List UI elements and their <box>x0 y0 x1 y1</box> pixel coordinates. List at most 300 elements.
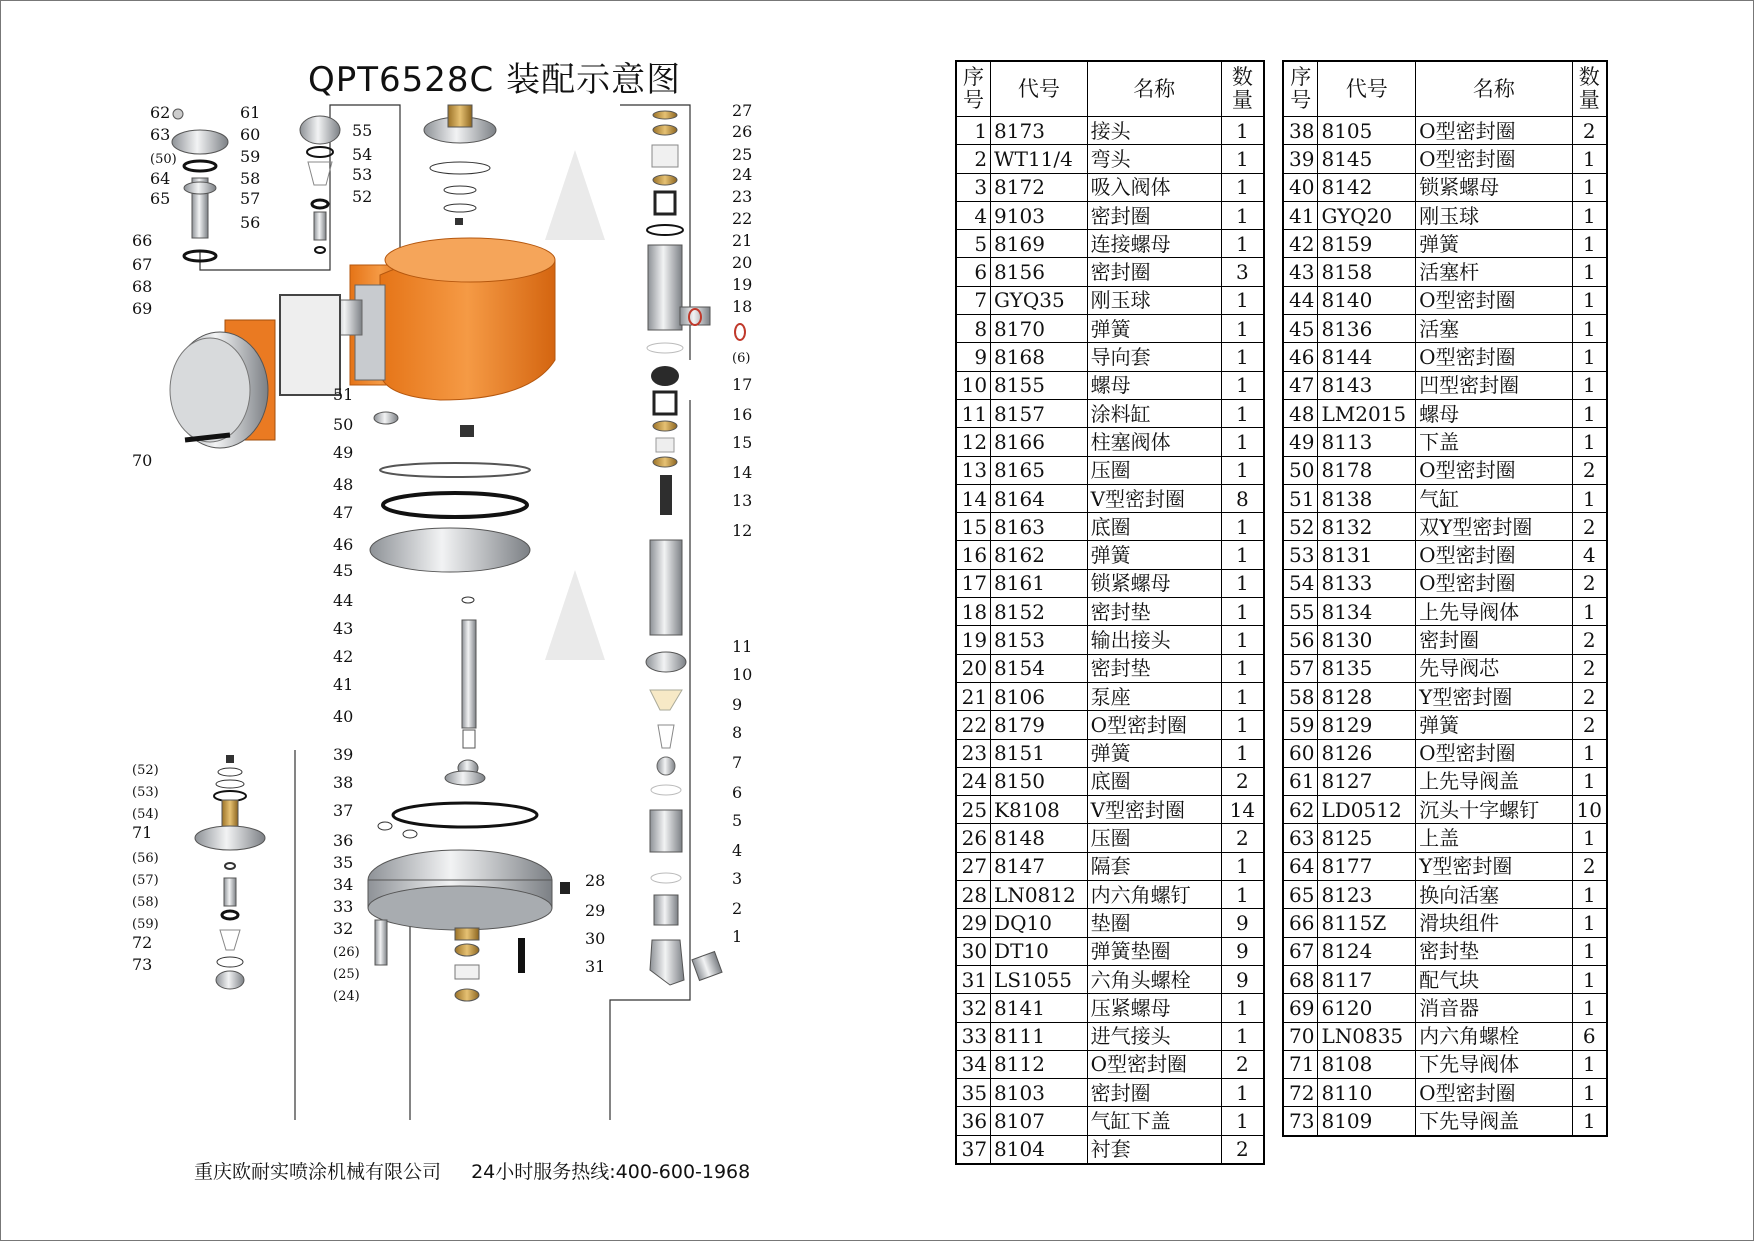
part-name: 底圈 <box>1087 513 1221 541</box>
fluid-pump-column <box>646 111 745 985</box>
table-row <box>956 343 1264 371</box>
part-code: 8126 <box>1318 739 1416 767</box>
part-quantity: 1 <box>1221 230 1264 258</box>
col-header-qty: 数 量 <box>1221 61 1264 117</box>
callout-label: 69 <box>132 299 153 318</box>
part-quantity: 1 <box>1221 371 1264 399</box>
part-name: 气缸 <box>1416 484 1572 512</box>
callout-label: 9 <box>732 695 743 714</box>
callout-label: 60 <box>240 125 261 144</box>
table-row <box>956 965 1264 993</box>
part-number: 23 <box>956 739 991 767</box>
part-number: 57 <box>1283 654 1318 682</box>
part-quantity: 1 <box>1221 852 1264 880</box>
callout-label: 11 <box>732 637 753 656</box>
part-name: 压紧螺母 <box>1087 994 1221 1022</box>
part-name: 上盖 <box>1416 824 1572 852</box>
callout-label: 14 <box>732 463 753 482</box>
part-code: 8123 <box>1318 881 1416 909</box>
part-quantity: 2 <box>1572 626 1607 654</box>
table-row <box>956 739 1264 767</box>
part-quantity: 1 <box>1572 201 1607 229</box>
part-number: 66 <box>1283 909 1318 937</box>
part-quantity: 1 <box>1572 824 1607 852</box>
part-code: 8111 <box>991 1022 1088 1050</box>
part-quantity: 1 <box>1572 173 1607 201</box>
part-quantity: 2 <box>1572 682 1607 710</box>
part-name: 内六角螺栓 <box>1416 1022 1572 1050</box>
part-number: 38 <box>1283 117 1318 145</box>
callout-label: 10 <box>732 665 753 684</box>
part-quantity: 2 <box>1572 711 1607 739</box>
part-code: 8112 <box>991 1050 1088 1078</box>
part-name: 弹簧 <box>1087 739 1221 767</box>
table-row <box>956 682 1264 710</box>
callout-label: 19 <box>732 275 753 294</box>
part-name: 密封垫 <box>1416 937 1572 965</box>
table-row <box>1283 541 1607 569</box>
part-number: 64 <box>1283 852 1318 880</box>
part-number: 4 <box>956 201 991 229</box>
part-number: 40 <box>1283 173 1318 201</box>
part-name: 输出接头 <box>1087 626 1221 654</box>
part-code: 8168 <box>991 343 1088 371</box>
part-code: 8108 <box>1318 1050 1416 1078</box>
part-name: 上先导阀盖 <box>1416 767 1572 795</box>
part-number: 61 <box>1283 767 1318 795</box>
part-code: 8157 <box>991 399 1088 427</box>
part-number: 43 <box>1283 258 1318 286</box>
table-row <box>956 230 1264 258</box>
part-code: 8125 <box>1318 824 1416 852</box>
part-quantity: 1 <box>1221 654 1264 682</box>
part-name: 配气块 <box>1416 965 1572 993</box>
part-code: 8106 <box>991 682 1088 710</box>
part-code: 8143 <box>1318 371 1416 399</box>
part-number: 30 <box>956 937 991 965</box>
part-number: 59 <box>1283 711 1318 739</box>
part-number: 22 <box>956 711 991 739</box>
callout-label: (52) <box>132 763 159 778</box>
part-quantity: 10 <box>1572 796 1607 824</box>
part-code: 8177 <box>1318 852 1416 880</box>
part-name: 弹簧 <box>1087 541 1221 569</box>
part-number: 56 <box>1283 626 1318 654</box>
parts-table-right <box>1282 60 1608 1137</box>
table-row <box>956 456 1264 484</box>
table-row <box>1283 654 1607 682</box>
part-name: O型密封圈 <box>1087 711 1221 739</box>
part-quantity: 1 <box>1221 315 1264 343</box>
cylinder-lower-cover <box>368 850 570 1001</box>
part-name: 密封垫 <box>1087 654 1221 682</box>
part-name: 弹簧 <box>1416 711 1572 739</box>
part-name: 螺母 <box>1416 399 1572 427</box>
part-number: 2 <box>956 145 991 173</box>
callout-label: 48 <box>333 475 354 494</box>
part-quantity: 1 <box>1221 881 1264 909</box>
part-code: 8142 <box>1318 173 1416 201</box>
part-quantity: 1 <box>1572 230 1607 258</box>
part-quantity: 1 <box>1572 399 1607 427</box>
part-code: 8104 <box>991 1135 1088 1164</box>
table-row <box>1283 569 1607 597</box>
part-number: 69 <box>1283 994 1318 1022</box>
part-code: 8124 <box>1318 937 1416 965</box>
table-row <box>1283 456 1607 484</box>
part-number: 13 <box>956 456 991 484</box>
lower-pilot-valve <box>195 755 265 989</box>
table-row <box>956 1050 1264 1078</box>
piston-stack <box>370 412 537 838</box>
part-code: LD0512 <box>1318 796 1416 824</box>
table-row <box>956 654 1264 682</box>
part-name: 螺母 <box>1087 371 1221 399</box>
part-code: 8115Z <box>1318 909 1416 937</box>
table-row <box>1283 484 1607 512</box>
part-name: 活塞 <box>1416 315 1572 343</box>
callout-label: (57) <box>132 873 159 888</box>
footer <box>194 1157 750 1184</box>
part-name: 气缸下盖 <box>1087 1107 1221 1135</box>
part-number: 20 <box>956 654 991 682</box>
part-quantity: 6 <box>1572 1022 1607 1050</box>
table-row <box>1283 852 1607 880</box>
part-quantity: 14 <box>1221 796 1264 824</box>
part-number: 53 <box>1283 541 1318 569</box>
table-row <box>1283 682 1607 710</box>
part-number: 48 <box>1283 399 1318 427</box>
part-name: 进气接头 <box>1087 1022 1221 1050</box>
part-code: 8127 <box>1318 767 1416 795</box>
part-number: 72 <box>1283 1079 1318 1107</box>
part-quantity: 1 <box>1221 1079 1264 1107</box>
part-number: 27 <box>956 852 991 880</box>
table-row <box>956 117 1264 145</box>
part-code: 8172 <box>991 173 1088 201</box>
part-name: 密封垫 <box>1087 598 1221 626</box>
part-name: O型密封圈 <box>1416 569 1572 597</box>
table-row <box>1283 626 1607 654</box>
callout-label: 20 <box>732 253 753 272</box>
callout-label: 49 <box>333 443 354 462</box>
part-code: 8110 <box>1318 1079 1416 1107</box>
part-quantity: 2 <box>1221 1050 1264 1078</box>
part-code: 8150 <box>991 767 1088 795</box>
callout-label: 41 <box>333 675 354 694</box>
callout-label: 64 <box>150 169 171 188</box>
callout-label: 2 <box>732 899 743 918</box>
part-name: 接头 <box>1087 117 1221 145</box>
part-number: 63 <box>1283 824 1318 852</box>
part-number: 47 <box>1283 371 1318 399</box>
callout-label: (50) <box>150 152 177 167</box>
part-code: DQ10 <box>991 909 1088 937</box>
part-code: 8134 <box>1318 598 1416 626</box>
part-name: O型密封圈 <box>1416 456 1572 484</box>
callout-label: 59 <box>240 147 261 166</box>
part-number: 34 <box>956 1050 991 1078</box>
part-quantity: 1 <box>1221 711 1264 739</box>
callout-label: 70 <box>132 451 153 470</box>
table-row <box>1283 937 1607 965</box>
part-quantity: 1 <box>1221 201 1264 229</box>
part-name: 沉头十字螺钉 <box>1416 796 1572 824</box>
callout-label: (59) <box>132 917 159 932</box>
callout-label: 3 <box>732 869 743 888</box>
part-name: O型密封圈 <box>1416 145 1572 173</box>
part-name: 弹簧垫圈 <box>1087 937 1221 965</box>
part-code: 8145 <box>1318 145 1416 173</box>
part-number: 67 <box>1283 937 1318 965</box>
part-quantity: 1 <box>1572 909 1607 937</box>
part-name: 活塞杆 <box>1416 258 1572 286</box>
table-row <box>956 484 1264 512</box>
table-row <box>1283 909 1607 937</box>
callout-label: 5 <box>732 811 743 830</box>
part-quantity: 1 <box>1221 598 1264 626</box>
callout-label: 16 <box>732 405 753 424</box>
part-name: 锁紧螺母 <box>1087 569 1221 597</box>
part-quantity: 8 <box>1221 484 1264 512</box>
part-code: 8151 <box>991 739 1088 767</box>
table-row <box>1283 881 1607 909</box>
part-quantity: 2 <box>1572 852 1607 880</box>
part-name: 连接螺母 <box>1087 230 1221 258</box>
table-row <box>956 881 1264 909</box>
watermark <box>545 150 605 660</box>
table-row <box>1283 286 1607 314</box>
part-code: 8170 <box>991 315 1088 343</box>
callout-label: 30 <box>585 929 606 948</box>
part-code: DT10 <box>991 937 1088 965</box>
part-code: 8117 <box>1318 965 1416 993</box>
part-number: 70 <box>1283 1022 1318 1050</box>
part-number: 33 <box>956 1022 991 1050</box>
table-row <box>956 796 1264 824</box>
table-row <box>956 994 1264 1022</box>
part-quantity: 1 <box>1221 994 1264 1022</box>
part-quantity: 4 <box>1572 541 1607 569</box>
part-number: 42 <box>1283 230 1318 258</box>
table-row <box>956 315 1264 343</box>
table-row <box>956 541 1264 569</box>
part-code: 8141 <box>991 994 1088 1022</box>
table-row <box>956 173 1264 201</box>
part-name: 导向套 <box>1087 343 1221 371</box>
part-number: 44 <box>1283 286 1318 314</box>
part-name: O型密封圈 <box>1416 541 1572 569</box>
part-code: 8166 <box>991 428 1088 456</box>
part-quantity: 9 <box>1221 965 1264 993</box>
parts-table-left <box>955 60 1265 1165</box>
part-number: 58 <box>1283 682 1318 710</box>
part-quantity: 1 <box>1572 315 1607 343</box>
part-quantity: 1 <box>1221 173 1264 201</box>
table-row <box>1283 428 1607 456</box>
callout-label: 34 <box>333 875 354 894</box>
part-name: 泵座 <box>1087 682 1221 710</box>
part-quantity: 2 <box>1572 117 1607 145</box>
part-name: 内六角螺钉 <box>1087 881 1221 909</box>
col-header-code: 代号 <box>1318 61 1416 117</box>
part-quantity: 2 <box>1221 1135 1264 1164</box>
part-name: Y型密封圈 <box>1416 852 1572 880</box>
callout-label: 42 <box>333 647 354 666</box>
callout-label: 40 <box>333 707 354 726</box>
part-name: 底圈 <box>1087 767 1221 795</box>
callout-label: 47 <box>333 503 354 522</box>
table-row <box>956 1135 1264 1164</box>
part-quantity: 1 <box>1221 569 1264 597</box>
table-row <box>1283 598 1607 626</box>
callout-label: (53) <box>132 785 159 800</box>
part-name: 双Y型密封圈 <box>1416 513 1572 541</box>
callout-label: (58) <box>132 895 159 910</box>
part-code: 8179 <box>991 711 1088 739</box>
part-quantity: 1 <box>1572 428 1607 456</box>
part-quantity: 1 <box>1572 286 1607 314</box>
part-code: 8133 <box>1318 569 1416 597</box>
part-name: 换向活塞 <box>1416 881 1572 909</box>
part-quantity: 1 <box>1572 881 1607 909</box>
table-row <box>1283 796 1607 824</box>
part-code: 8164 <box>991 484 1088 512</box>
part-name: 先导阀芯 <box>1416 654 1572 682</box>
table-row <box>1283 315 1607 343</box>
part-name: 密封圈 <box>1416 626 1572 654</box>
part-code: 8173 <box>991 117 1088 145</box>
part-code: 8154 <box>991 654 1088 682</box>
callout-label: 31 <box>585 957 606 976</box>
part-number: 50 <box>1283 456 1318 484</box>
callout-label: 29 <box>585 901 606 920</box>
part-number: 19 <box>956 626 991 654</box>
part-code: 8162 <box>991 541 1088 569</box>
part-number: 73 <box>1283 1107 1318 1136</box>
callout-label: 27 <box>732 101 753 120</box>
page-title: QPT6528C 装配示意图 <box>308 60 682 100</box>
table-row <box>1283 1107 1607 1136</box>
part-name: 弹簧 <box>1416 230 1572 258</box>
part-number: 7 <box>956 286 991 314</box>
callout-label: 54 <box>352 145 373 164</box>
part-code: 8103 <box>991 1079 1088 1107</box>
table-row <box>956 513 1264 541</box>
part-number: 8 <box>956 315 991 343</box>
part-quantity: 1 <box>1572 484 1607 512</box>
table-row <box>1283 399 1607 427</box>
table-row <box>956 1079 1264 1107</box>
callout-label: 67 <box>132 255 153 274</box>
table-row <box>1283 258 1607 286</box>
callout-label: 68 <box>132 277 153 296</box>
callout-label: (24) <box>333 989 360 1004</box>
part-name: 六角头螺栓 <box>1087 965 1221 993</box>
part-quantity: 1 <box>1572 1050 1607 1078</box>
part-number: 46 <box>1283 343 1318 371</box>
part-code: 8131 <box>1318 541 1416 569</box>
part-code: 8107 <box>991 1107 1088 1135</box>
table-row <box>956 145 1264 173</box>
part-number: 62 <box>1283 796 1318 824</box>
callout-label: (26) <box>333 945 360 960</box>
table-row <box>1283 343 1607 371</box>
table-row <box>956 909 1264 937</box>
part-number: 54 <box>1283 569 1318 597</box>
callout-label: 43 <box>333 619 354 638</box>
table-row <box>956 569 1264 597</box>
part-name: 弹簧 <box>1087 315 1221 343</box>
part-number: 3 <box>956 173 991 201</box>
callout-label: 66 <box>132 231 153 250</box>
part-number: 49 <box>1283 428 1318 456</box>
part-name: 密封圈 <box>1087 201 1221 229</box>
callout-label: 28 <box>585 871 606 890</box>
col-header-name: 名称 <box>1416 61 1572 117</box>
part-number: 15 <box>956 513 991 541</box>
part-number: 35 <box>956 1079 991 1107</box>
part-quantity: 1 <box>1221 428 1264 456</box>
callout-label: 62 <box>150 103 171 122</box>
callout-label: 53 <box>352 165 373 184</box>
callout-label: 63 <box>150 125 171 144</box>
callout-label: 50 <box>333 415 354 434</box>
part-code: 8135 <box>1318 654 1416 682</box>
part-name: 涂料缸 <box>1087 399 1221 427</box>
part-quantity: 2 <box>1221 824 1264 852</box>
part-code: LS1055 <box>991 965 1088 993</box>
part-name: 柱塞阀体 <box>1087 428 1221 456</box>
part-name: O型密封圈 <box>1416 1079 1572 1107</box>
table-row <box>1283 371 1607 399</box>
part-name: 锁紧螺母 <box>1416 173 1572 201</box>
part-name: 滑块组件 <box>1416 909 1572 937</box>
part-code: 9103 <box>991 201 1088 229</box>
table-row <box>1283 767 1607 795</box>
callout-label: 52 <box>352 187 373 206</box>
callout-label: 72 <box>132 933 153 952</box>
table-row <box>956 767 1264 795</box>
table-row <box>956 598 1264 626</box>
callout-label: 58 <box>240 169 261 188</box>
callout-label: 22 <box>732 209 753 228</box>
callout-label: 17 <box>732 375 753 394</box>
table-row <box>1283 1022 1607 1050</box>
part-code: 8161 <box>991 569 1088 597</box>
part-quantity: 1 <box>1221 145 1264 173</box>
service-hotline: 24小时服务热线:400-600-1968 <box>471 1161 751 1183</box>
part-name: V型密封圈 <box>1087 484 1221 512</box>
part-number: 25 <box>956 796 991 824</box>
part-name: O型密封圈 <box>1416 739 1572 767</box>
part-code: 8105 <box>1318 117 1416 145</box>
part-number: 29 <box>956 909 991 937</box>
part-quantity: 1 <box>1221 1022 1264 1050</box>
col-header-qty: 数 量 <box>1572 61 1607 117</box>
part-name: O型密封圈 <box>1416 117 1572 145</box>
part-quantity: 1 <box>1572 965 1607 993</box>
part-quantity: 1 <box>1221 626 1264 654</box>
callout-label: 4 <box>732 841 743 860</box>
callout-label: 35 <box>333 853 354 872</box>
part-code: 8156 <box>991 258 1088 286</box>
part-code: 6120 <box>1318 994 1416 1022</box>
part-number: 24 <box>956 767 991 795</box>
table-row <box>1283 117 1607 145</box>
callout-label: 45 <box>333 561 354 580</box>
part-quantity: 2 <box>1572 654 1607 682</box>
